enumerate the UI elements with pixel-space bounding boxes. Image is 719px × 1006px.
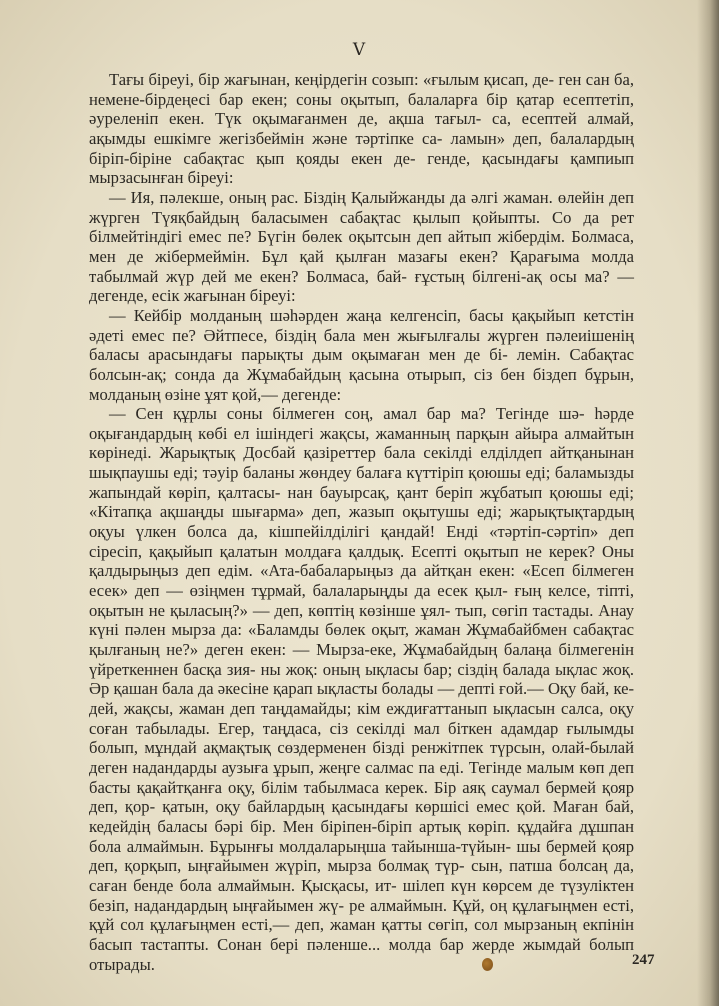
ink-stain-mark bbox=[482, 958, 493, 971]
paragraph-3: — Кейбір молданың шәһәрден жаңа келгенсіп, басы қақыйып кетстін әдеті емес пе? Әйтпесе, біздің бала мен жығылғалы жүрген пәлеиішенің баласы арасындағы парықты дым оқымаған мен де бі- лемін. Сабақтас болсын-ақ; сонда да Жұмабайдың қасына отырып, сіз бен біздеп бұрын, молданың өзіне ұят қой,— дегенде: bbox=[89, 305, 634, 404]
page-edge-shadow bbox=[697, 0, 719, 1006]
paragraph-2: — Ия, пәлекше, оның рас. Біздің Қалыйжанды да әлгі жаман. өлейін деп жүрген Түяқбайдың баласымен сабақтас қылып қойыпты. Со да рет білмейтіндігі емес пе? Бүгін бөлек оқытсын деп айтып жібердім. Болмаса, мен де жібермеймін. Бұл қай қылған мазағы екен? Қарағыма молда табылмай жүр дей ме екен? Болмаса, бай- ғұстың білгені-ақ осы ма? — дегенде, есік жағынан біреуі: bbox=[89, 187, 634, 306]
paragraph-4: — Сен құрлы соны білмеген соң, амал бар ма? Тегінде шә- һәрде оқығандардың көбі ел ішіндегі жақсы, жаманның парқын айыра алмайтын көрінеді. Жарықтық Досбай қазіреттер бала секілді елділдеп айтқанынан шықпаушы еді; тәуір баланы жөндеу балаға күттіріп қоюшы еді; баламызды жапындай көріп, қалтасы- нан бауырсақ, қант беріп жұбатып қоюшы еді; «Кітапқа ақшаңды шығарма» деп, жазып оқытушы еді; жарықтықтардың оқуы үлкен болса да, кішпейілділігі қандай! Енді «тәртіп-сәртіп» деп сіресіп, қақыйып қалатын молдаға қалдық. Есепті оқытып не керек? Оны қалдырыңыз деп едім. «Ата-бабаларыңыз да айтқан екен: «Есеп білмеген есек» деп — өзіңмен тұрмай, балаларыңды да есек қыл- ғың келсе, тіпті, оқытын не қыласың?» — деп, көптің көзінше ұял- тып, сөгіп тастады. Анау күні пәлен мырза да: «Баламды бөлек оқыт, жаман Жұмабайбмен сабақтас қылғаның не?» деген екен: — Мырза-еке, Жұмабайдың балаңа білмегенін үйреткеннен басқа зия- ны жоқ: оның ықласы бар; сіздің балада ықлас жоқ. Әр қашан бала да әкесіне қарап ықласты болады — депті ғой.— Оқу бай, ке- дей, жақсы, жаман деп таңдамайды; кім еждиғаттанып ықласын салса, оқу соған табылады. Егер, таңдаса, сіз секілді мал біткен адамдар ғылымды болып, мұндай ақмақтық сөздерменен бізді ренжітпек түрсын, олай-былай деген надандарды аузыға ұрып, жеңге салмас па еді. Тегінде малым көп деп басты қақайтқанға оқу, білім табылмаса керек. Бір аяқ саумал бермей қояр деп, қор- қатын, оқу байлардың қасындағы көршісі емес қой. Маған бай, кедейдің баласы бәрі бір. Мен біріпен-біріп артық көріп. құдайға дұшпан бола алмаймын. Бұрынғы молдаларыңша тайынша-түйын- шы бермей қояр деп, қорқып, ыңғайымен жүріп, мырза болмақ түр- сын, патша болсаң да, саған бенде бола алмаймын. Қысқасы, ит- шілеп күн көрсем де түзуліктен безіп, надандардың ыңғайымен жү- ре алмаймын. Құй, оң құлағыңмен есті, құй сол құлағыңмен есті,— деп, жаман қатты сөгіп, сол мырзаның екпінін басып тастапты. Сонан бері пәленше... молда бар жерде жымдай болып отырады. bbox=[89, 404, 634, 974]
section-numeral: V bbox=[352, 40, 367, 60]
body-text bbox=[89, 70, 634, 974]
paragraph-1: Тағы біреуі, бір жағынан, кеңірдегін созып: «ғылым қисап, де- ген сан ба, немене-бірдеңесі бар екен; соны оқытып, балаларға бір қатар есептетіп, әуреленіп екен. Түк оқымағанмен де, ақша тағыл- са, есептей алмай, ақымды ешкімге жегізбеймін және тәртіпке са- ламын» деп, балалардың біріп-біріне сабақтас қып қояды екен де- генде, қасындағы қампиып мырзасынған біреуі: bbox=[89, 70, 634, 188]
page-number: 247 bbox=[632, 952, 655, 968]
